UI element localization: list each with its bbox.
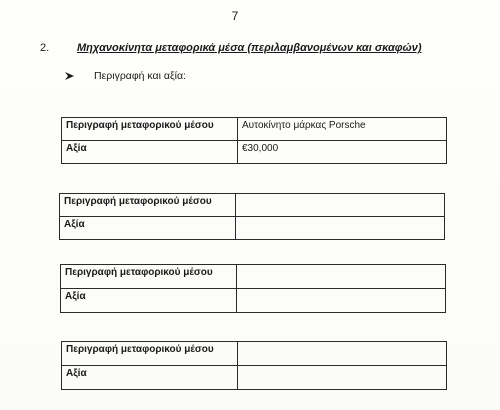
description-label: Περιγραφή μεταφορικού μέσου	[62, 118, 238, 141]
table-row	[61, 289, 446, 313]
value-amount: €30,000	[238, 141, 447, 164]
description-value: Αυτοκίνητο μάρκας Porsche	[238, 118, 447, 141]
table-row	[60, 217, 445, 240]
vehicle-table-4	[61, 341, 447, 390]
table-row	[61, 265, 446, 289]
value-label: Αξία	[62, 141, 238, 164]
section-title: Μηχανοκίνητα μεταφορικά μέσα (περιλαμβανομένων και σκαφών)	[77, 42, 422, 54]
description-value	[238, 342, 447, 366]
section-number: 2.	[40, 42, 50, 54]
description-label: Περιγραφή μεταφορικού μέσου	[62, 342, 238, 366]
vehicle-table-3	[60, 264, 446, 313]
arrow-right-icon	[64, 71, 76, 81]
description-value	[237, 265, 446, 289]
description-label: Περιγραφή μεταφορικού μέσου	[60, 194, 236, 217]
description-value	[236, 194, 445, 217]
value-amount	[236, 217, 445, 240]
vehicle-table-1	[61, 117, 447, 164]
value-label: Αξία	[61, 289, 237, 313]
vehicle-table-2	[59, 193, 445, 240]
table-row	[62, 366, 447, 390]
bullet-text: Περιγραφή και αξία:	[94, 70, 186, 82]
table-row	[60, 194, 445, 217]
value-label: Αξία	[62, 366, 238, 390]
value-amount	[238, 366, 447, 390]
table-row	[62, 141, 447, 164]
table-row	[62, 342, 447, 366]
description-label: Περιγραφή μεταφορικού μέσου	[61, 265, 237, 289]
page-number: 7	[231, 9, 239, 23]
table-row	[62, 118, 447, 141]
value-label: Αξία	[60, 217, 236, 240]
value-amount	[237, 289, 446, 313]
bullet-line	[64, 70, 186, 82]
section-heading	[40, 42, 422, 54]
